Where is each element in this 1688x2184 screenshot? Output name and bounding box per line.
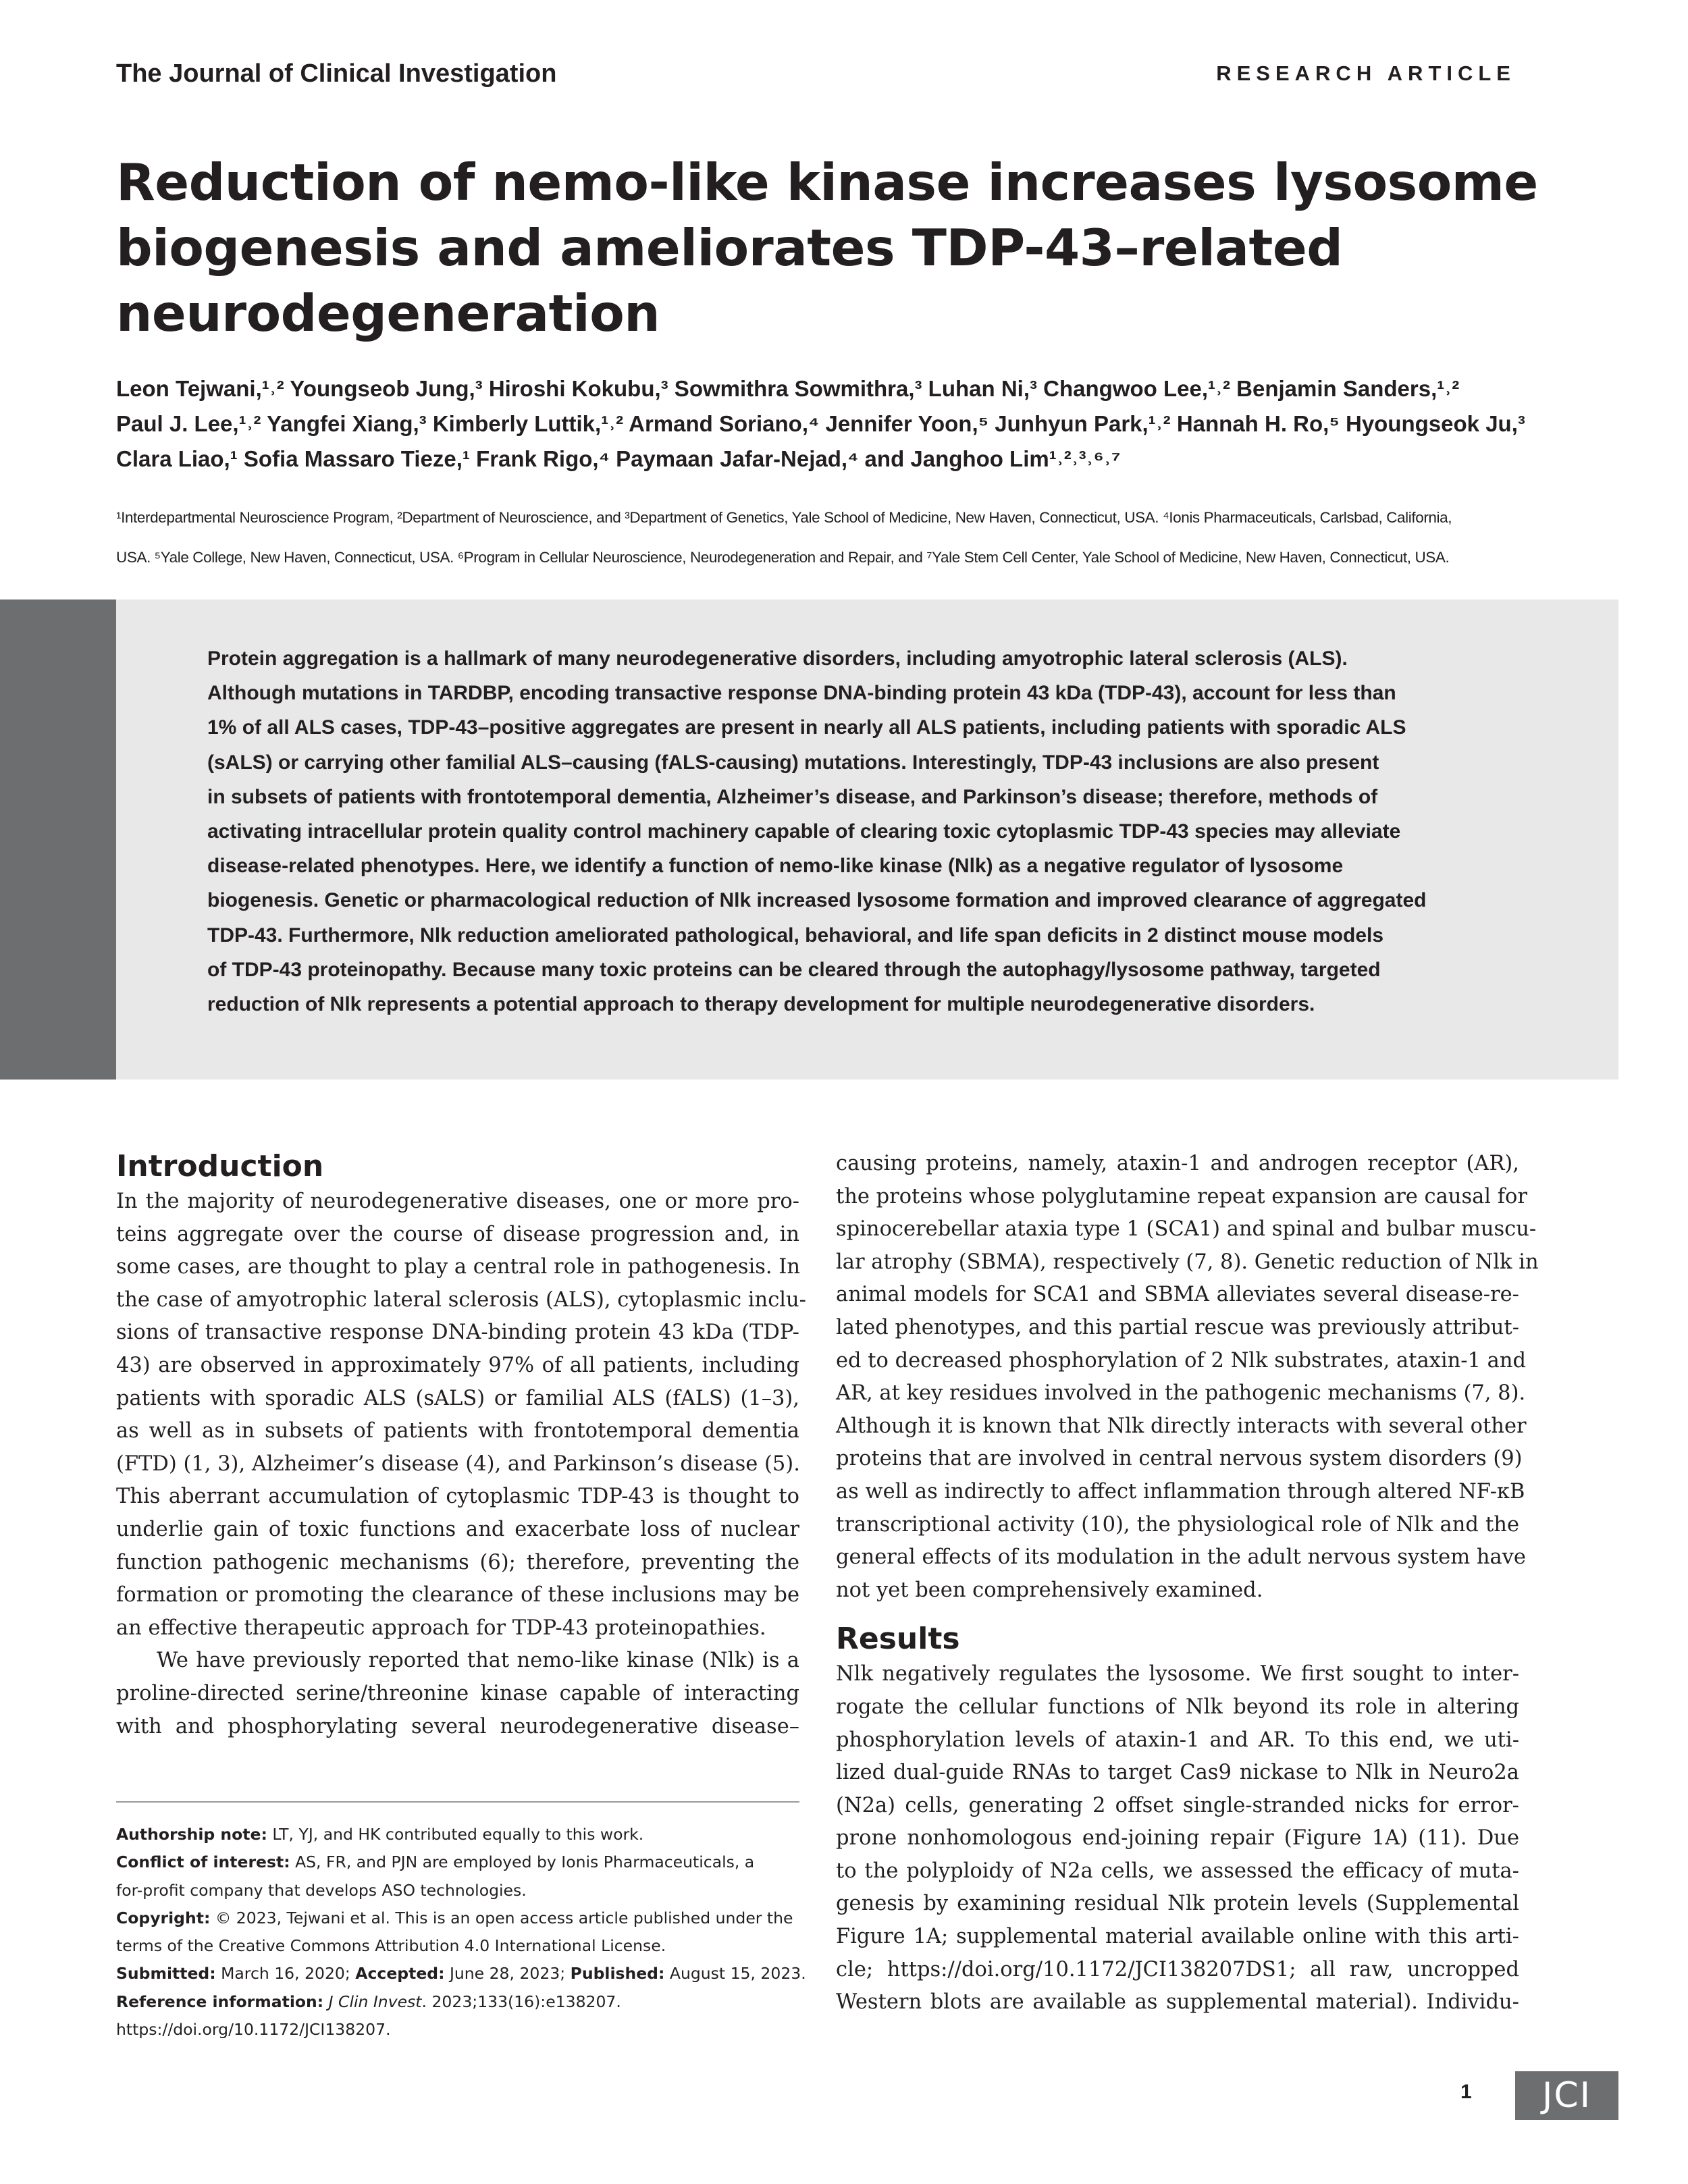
footnote-text: March 16, 2020; <box>215 1964 356 1983</box>
affiliation-line: USA. ⁵Yale College, New Haven, Connecticut, USA. ⁶Program in Cellular Neuroscience, Neurodegeneration and Repair, and ⁷Yale Stem Cell Center, Yale School of Medicine, New Haven, Connecticut, USA. <box>116 549 1450 566</box>
abstract-line: Protein aggregation is a hallmark of many neurodegenerative disorders, including amyotrophic lateral sclerosis (ALS). <box>207 647 1348 670</box>
abstract-line: in subsets of patients with frontotemporal dementia, Alzheimer’s disease, and Parkinson’s disease; therefore, methods of <box>207 785 1378 808</box>
body-line: lar atrophy (SBMA), respectively (7, 8). Genetic reduction of Nlk in <box>836 1250 1539 1274</box>
abstract-line: Although mutations in TARDBP, encoding transactive response DNA-binding protein 43 kDa (TDP-43), account for less than <box>207 682 1396 705</box>
introduction-paragraph-1 <box>116 1186 806 1645</box>
footnote-divider <box>116 1801 799 1803</box>
body-line: AR, at key residues involved in the pathogenic mechanisms (7, 8). <box>836 1381 1526 1406</box>
body-line: rogate the cellular functions of Nlk beyond its role in altering <box>836 1695 1519 1719</box>
author-line: Clara Liao,¹ Sofia Massaro Tieze,¹ Frank Rigo,⁴ Paymaan Jafar-Nejad,⁴ and Janghoo Lim¹˒²˒³˒⁶˒⁷ <box>116 446 1121 471</box>
footnote-text: August 15, 2023. <box>664 1964 806 1983</box>
body-line: Figure 1A; supplemental material available online with this arti- <box>836 1925 1519 1949</box>
journal-name: The Journal of Clinical Investigation <box>116 59 557 88</box>
footnote-label: Published: <box>570 1964 665 1983</box>
abstract-line: 1% of all ALS cases, TDP-43–positive aggregates are present in nearly all ALS patients, including patients with sporadic ALS <box>207 716 1406 739</box>
body-line: spinocerebellar ataxia type 1 (SCA1) and spinal and bulbar muscu- <box>836 1217 1537 1242</box>
title-line: biogenesis and ameliorates TDP-43–related <box>116 218 1343 277</box>
conflict-of-interest <box>116 1848 805 1876</box>
results-paragraph <box>836 1658 1519 2019</box>
body-line: phosphorylation levels of ataxin-1 and AR. To this end, we uti- <box>836 1728 1519 1752</box>
authorship-note <box>116 1821 805 1848</box>
dates-note <box>116 1960 805 1988</box>
footnote-label: Reference information: <box>116 1992 324 2011</box>
body-line: lated phenotypes, and this partial rescue was previously attribut- <box>836 1315 1519 1339</box>
abstract-side-bar <box>0 600 116 1080</box>
title-line: Reduction of nemo-like kinase increases lysosome <box>116 153 1538 212</box>
body-line: an effective therapeutic approach for TDP-43 proteinopathies. <box>116 1616 766 1640</box>
introduction-paragraph-2 <box>116 1645 799 1743</box>
introduction-paragraph-2-continued <box>836 1148 1539 1607</box>
body-line: some cases, are thought to play a central role in pathogenesis. In <box>116 1255 800 1279</box>
footnote-text: for-profit company that develops ASO technologies. <box>116 1880 527 1900</box>
body-line: Western blots are available as supplemental material). Individu- <box>836 1990 1519 2015</box>
body-line: teins aggregate over the course of disease progression and, in <box>116 1222 799 1246</box>
footnote-label: Accepted: <box>355 1964 445 1983</box>
footnote-label: Copyright: <box>116 1908 211 1927</box>
body-line: sions of transactive response DNA-binding protein 43 kDa (TDP- <box>116 1321 799 1345</box>
body-line: function pathogenic mechanisms (6); therefore, preventing the <box>116 1550 799 1574</box>
body-line: the proteins whose polyglutamine repeat expansion are causal for <box>836 1184 1527 1208</box>
footnote-text: © 2023, Tejwani et al. This is an open access article published under the <box>210 1908 793 1927</box>
body-line: Although it is known that Nlk directly interacts with several other <box>836 1414 1527 1438</box>
body-line: patients with sporadic ALS (sALS) or familial ALS (fALS) (1–3), <box>116 1386 799 1410</box>
body-line: transcriptional activity (10), the physiological role of Nlk and the <box>836 1512 1519 1537</box>
footnote-label: Submitted: <box>116 1964 216 1983</box>
author-line: Leon Tejwani,¹˒² Youngseob Jung,³ Hiroshi Kokubu,³ Sowmithra Sowmithra,³ Luhan Ni,³ Changwoo Lee,¹˒² Benjamin Sanders,¹˒² <box>116 376 1460 401</box>
body-line: This aberrant accumulation of cytoplasmic TDP-43 is thought to <box>116 1485 799 1509</box>
abstract-text <box>207 641 1490 1021</box>
doi-link[interactable]: https://doi.org/10.1172/JCI138207. <box>116 2020 391 2040</box>
body-line: not yet been comprehensively examined. <box>836 1578 1263 1602</box>
article-title <box>116 150 1568 346</box>
footnote-text: AS, FR, and PJN are employed by Ionis Pharmaceuticals, a <box>290 1853 755 1872</box>
footnote-text: LT, YJ, and HK contributed equally to this work. <box>267 1825 644 1844</box>
abstract-line: of TDP-43 proteinopathy. Because many toxic proteins can be cleared through the autophagy/lysosome pathway, targeted <box>207 958 1381 981</box>
page-number: 1 <box>1460 2081 1472 2103</box>
body-line: genesis by examining residual Nlk protein levels (Supplemental <box>836 1892 1519 1916</box>
body-line: formation or promoting the clearance of these inclusions may be <box>116 1583 799 1607</box>
abstract-panel <box>0 600 1618 1080</box>
title-line: neurodegeneration <box>116 284 660 343</box>
body-line: general effects of its modulation in the adult nervous system have <box>836 1545 1526 1570</box>
affiliations <box>116 498 1534 577</box>
body-line: We have previously reported that nemo-like kinase (Nlk) is a <box>157 1649 799 1673</box>
abstract-line: reduction of Nlk represents a potential approach to therapy development for multiple neurodegenerative disorders. <box>207 993 1315 1016</box>
body-line: (N2a) cells, generating 2 offset single-stranded nicks for error- <box>836 1793 1519 1817</box>
reference-information <box>116 1988 805 2016</box>
body-line: ed to decreased phosphorylation of 2 Nlk substrates, ataxin-1 and <box>836 1348 1527 1373</box>
body-line: 43) are observed in approximately 97% of all patients, including <box>116 1353 799 1377</box>
journal-abbreviation: J Clin Invest <box>328 1992 422 2011</box>
footnote-text: terms of the Creative Commons Attribution 4.0 International License. <box>116 1936 666 1956</box>
body-line: animal models for SCA1 and SBMA alleviates several disease-re- <box>836 1283 1519 1307</box>
copyright-note <box>116 1905 805 1932</box>
body-line: lized dual-guide RNAs to target Cas9 nickase to Nlk in Neuro2a <box>836 1761 1519 1785</box>
jci-logo: JCI <box>1515 2071 1618 2120</box>
article-type-label: RESEARCH ARTICLE <box>1216 61 1516 85</box>
body-line: with and phosphorylating several neurodegenerative disease– <box>116 1714 799 1738</box>
body-line: causing proteins, namely, ataxin-1 and androgen receptor (AR), <box>836 1152 1519 1175</box>
abstract-line: biogenesis. Genetic or pharmacological reduction of Nlk increased lysosome formation and improved clearance of aggregated <box>207 889 1427 912</box>
author-list <box>116 371 1534 477</box>
body-line: as well as in subsets of patients with frontotemporal dementia <box>116 1419 799 1443</box>
body-line: proteins that are involved in central nervous system disorders (9) <box>836 1447 1523 1471</box>
body-line: cle; https://doi.org/10.1172/JCI138207DS1; all raw, uncropped <box>836 1957 1519 1981</box>
body-line: underlie gain of toxic functions and exacerbate loss of nuclear <box>116 1517 799 1541</box>
body-line: the case of amyotrophic lateral sclerosis (ALS), cytoplasmic inclu- <box>116 1287 806 1312</box>
body-line: Nlk negatively regulates the lysosome. We first sought to inter- <box>836 1662 1519 1686</box>
abstract-line: TDP-43. Furthermore, Nlk reduction ameliorated pathological, behavioral, and life span deficits in 2 distinct mouse models <box>207 924 1384 947</box>
abstract-line: (sALS) or carrying other familial ALS–causing (fALS-causing) mutations. Interestingly, TDP-43 inclusions are also present <box>207 751 1379 774</box>
body-line: (FTD) (1, 3), Alzheimer’s disease (4), and Parkinson’s disease (5). <box>116 1451 800 1476</box>
author-line: Paul J. Lee,¹˒² Yangfei Xiang,³ Kimberly Luttik,¹˒² Armand Soriano,⁴ Jennifer Yoon,⁵ Junhyun Park,¹˒² Hannah H. Ro,⁵ Hyoungseok Ju,³ <box>116 411 1525 436</box>
footnote-label: Authorship note: <box>116 1825 267 1844</box>
footnote-text: . 2023;133(16):e138207. <box>421 1992 621 2011</box>
body-line: proline-directed serine/threonine kinase capable of interacting <box>116 1681 799 1705</box>
footnotes <box>116 1821 805 2044</box>
abstract-line: activating intracellular protein quality control machinery capable of clearing toxic cytoplasmic TDP-43 species may alleviate <box>207 820 1401 843</box>
introduction-heading: Introduction <box>116 1149 324 1183</box>
left-column <box>116 1148 806 1743</box>
footnote-label: Conflict of interest: <box>116 1853 290 1872</box>
abstract-line: disease-related phenotypes. Here, we identify a function of nemo-like kinase (Nlk) as a negative regulator of lysosome <box>207 855 1344 878</box>
right-column <box>836 1148 1539 2019</box>
footnote-text: June 28, 2023; <box>444 1964 571 1983</box>
body-line: In the majority of neurodegenerative diseases, one or more pro- <box>116 1190 799 1213</box>
body-line: prone nonhomologous end-joining repair (Figure 1A) (11). Due <box>836 1826 1519 1850</box>
body-line: as well as indirectly to affect inflammation through altered NF-κB <box>836 1479 1525 1503</box>
results-heading: Results <box>836 1622 960 1657</box>
page-header <box>116 59 1516 100</box>
affiliation-line: ¹Interdepartmental Neuroscience Program, ²Department of Neuroscience, and ³Department of Genetics, Yale School of Medicine, New Haven, Connecticut, USA. ⁴Ionis Pharmaceuticals, Carlsbad, California, <box>116 509 1452 526</box>
body-line: to the polyploidy of N2a cells, we assessed the efficacy of muta- <box>836 1859 1519 1883</box>
